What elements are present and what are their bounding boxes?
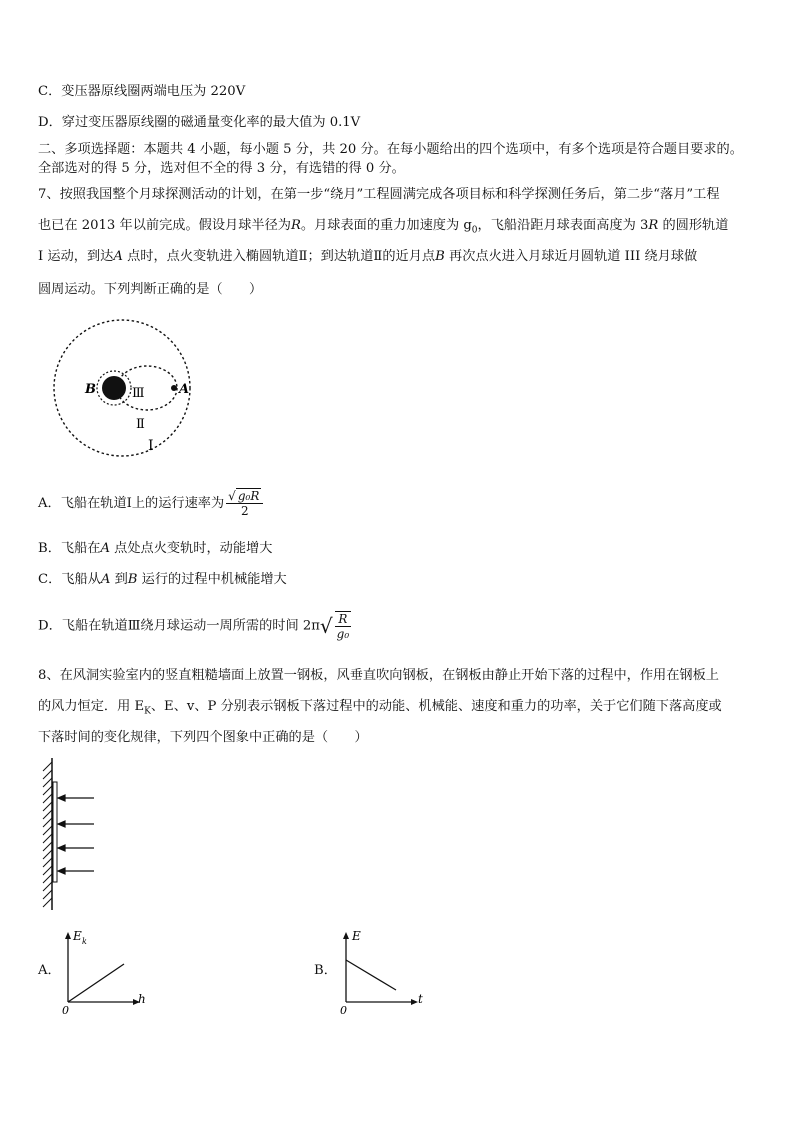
section-2-instructions: 二、多项选择题：本题共 4 小题，每小题 5 分，共 20 分。在每小题给出的四个选项中，有多个选项是符合题目要求的。 [38, 142, 743, 157]
orbit-diagram [44, 318, 214, 458]
q7-stem-line3: I 运动，到达A 点时，点火变轨进入椭圆轨道Ⅱ；到达轨道Ⅱ的近月点B 再次点火进入月球近月圆轨道 III 绕月球做 [38, 249, 698, 264]
q7-stem-line2: 也已在 2013 年以前完成。假设月球半径为R。月球表面的重力加速度为 $g_0$，飞船沿距月球表面高度为 3R 的圆形轨道 [38, 218, 729, 236]
point-A [171, 385, 177, 391]
q7-option-c: C．飞船从A 到B 运行的过程中机械能增大 [38, 572, 287, 587]
q8-option-b-label: B． [314, 963, 337, 978]
label-III: Ⅲ [132, 386, 145, 401]
svg-text:k: k [82, 937, 87, 946]
q7-option-d: D．飞船在轨道Ⅲ绕月球运动一周所需的时间 2π√ $\frac{R}{\text{g₀}}$ [38, 612, 350, 641]
label-II: Ⅱ [136, 417, 145, 432]
q8-graph-a [58, 926, 158, 1018]
q8-stem-line1: 8、在风洞实验室内的竖直粗糙墙面上放置一钢板，风垂直吹向钢板，在钢板由静止开始下落的过程中，作用在钢板上 [38, 668, 719, 683]
q7-stem-line4: 圆周运动。下列判断正确的是（ ） [38, 282, 263, 297]
svg-text:0: 0 [340, 1004, 347, 1017]
q8-graph-b [336, 926, 436, 1018]
label-A: A [179, 382, 190, 397]
svg-text:h: h [138, 992, 146, 1006]
graph-a-line [68, 964, 124, 1002]
q7-option-a-formula: $\frac{\text{√ g₀R}}{2}$ [226, 489, 263, 518]
q8-stem-line2: 的风力恒定．用 $E_K$、E、v、P 分别表示钢板下落过程中的动能、机械能、速度和重力的功率，关于它们随下落高度或 [38, 699, 722, 717]
q7-option-b: B．飞船在A 点处点火变轨时，动能增大 [38, 541, 273, 556]
q7-option-a: A．飞船在轨道Ⅰ上的运行速率为 $\frac{\text{√ g₀R}}{2}$ [38, 484, 263, 524]
option-c-prev: C．变压器原线圈两端电压为 220V [38, 84, 246, 99]
graph-b-line [346, 960, 396, 990]
q8-option-a-label: A． [38, 963, 61, 978]
svg-text:E: E [352, 929, 361, 943]
label-B: B [85, 382, 96, 397]
wind-arrows [58, 795, 94, 874]
q8-stem-line3: 下落时间的变化规律，下列四个图象中正确的是（ ） [38, 730, 368, 745]
svg-text:E: E [73, 929, 82, 943]
label-I: Ⅰ [148, 438, 154, 454]
svg-text:t: t [418, 992, 423, 1006]
steel-plate [53, 782, 57, 882]
section-2-scoring: 全部选对的得 5 分，选对但不全的得 3 分，有选错的得 0 分。 [38, 161, 405, 176]
wind-wall-diagram [38, 758, 108, 914]
svg-text:0: 0 [62, 1004, 69, 1017]
q7-stem-line1: 7、按照我国整个月球探测活动的计划，在第一步“绕月”工程圆满完成各项目标和科学探测任务后，第二步“落月”工程 [38, 187, 720, 202]
option-d-prev: D．穿过变压器原线圈的磁通量变化率的最大值为 0.1V [38, 115, 361, 130]
moon [102, 376, 126, 400]
